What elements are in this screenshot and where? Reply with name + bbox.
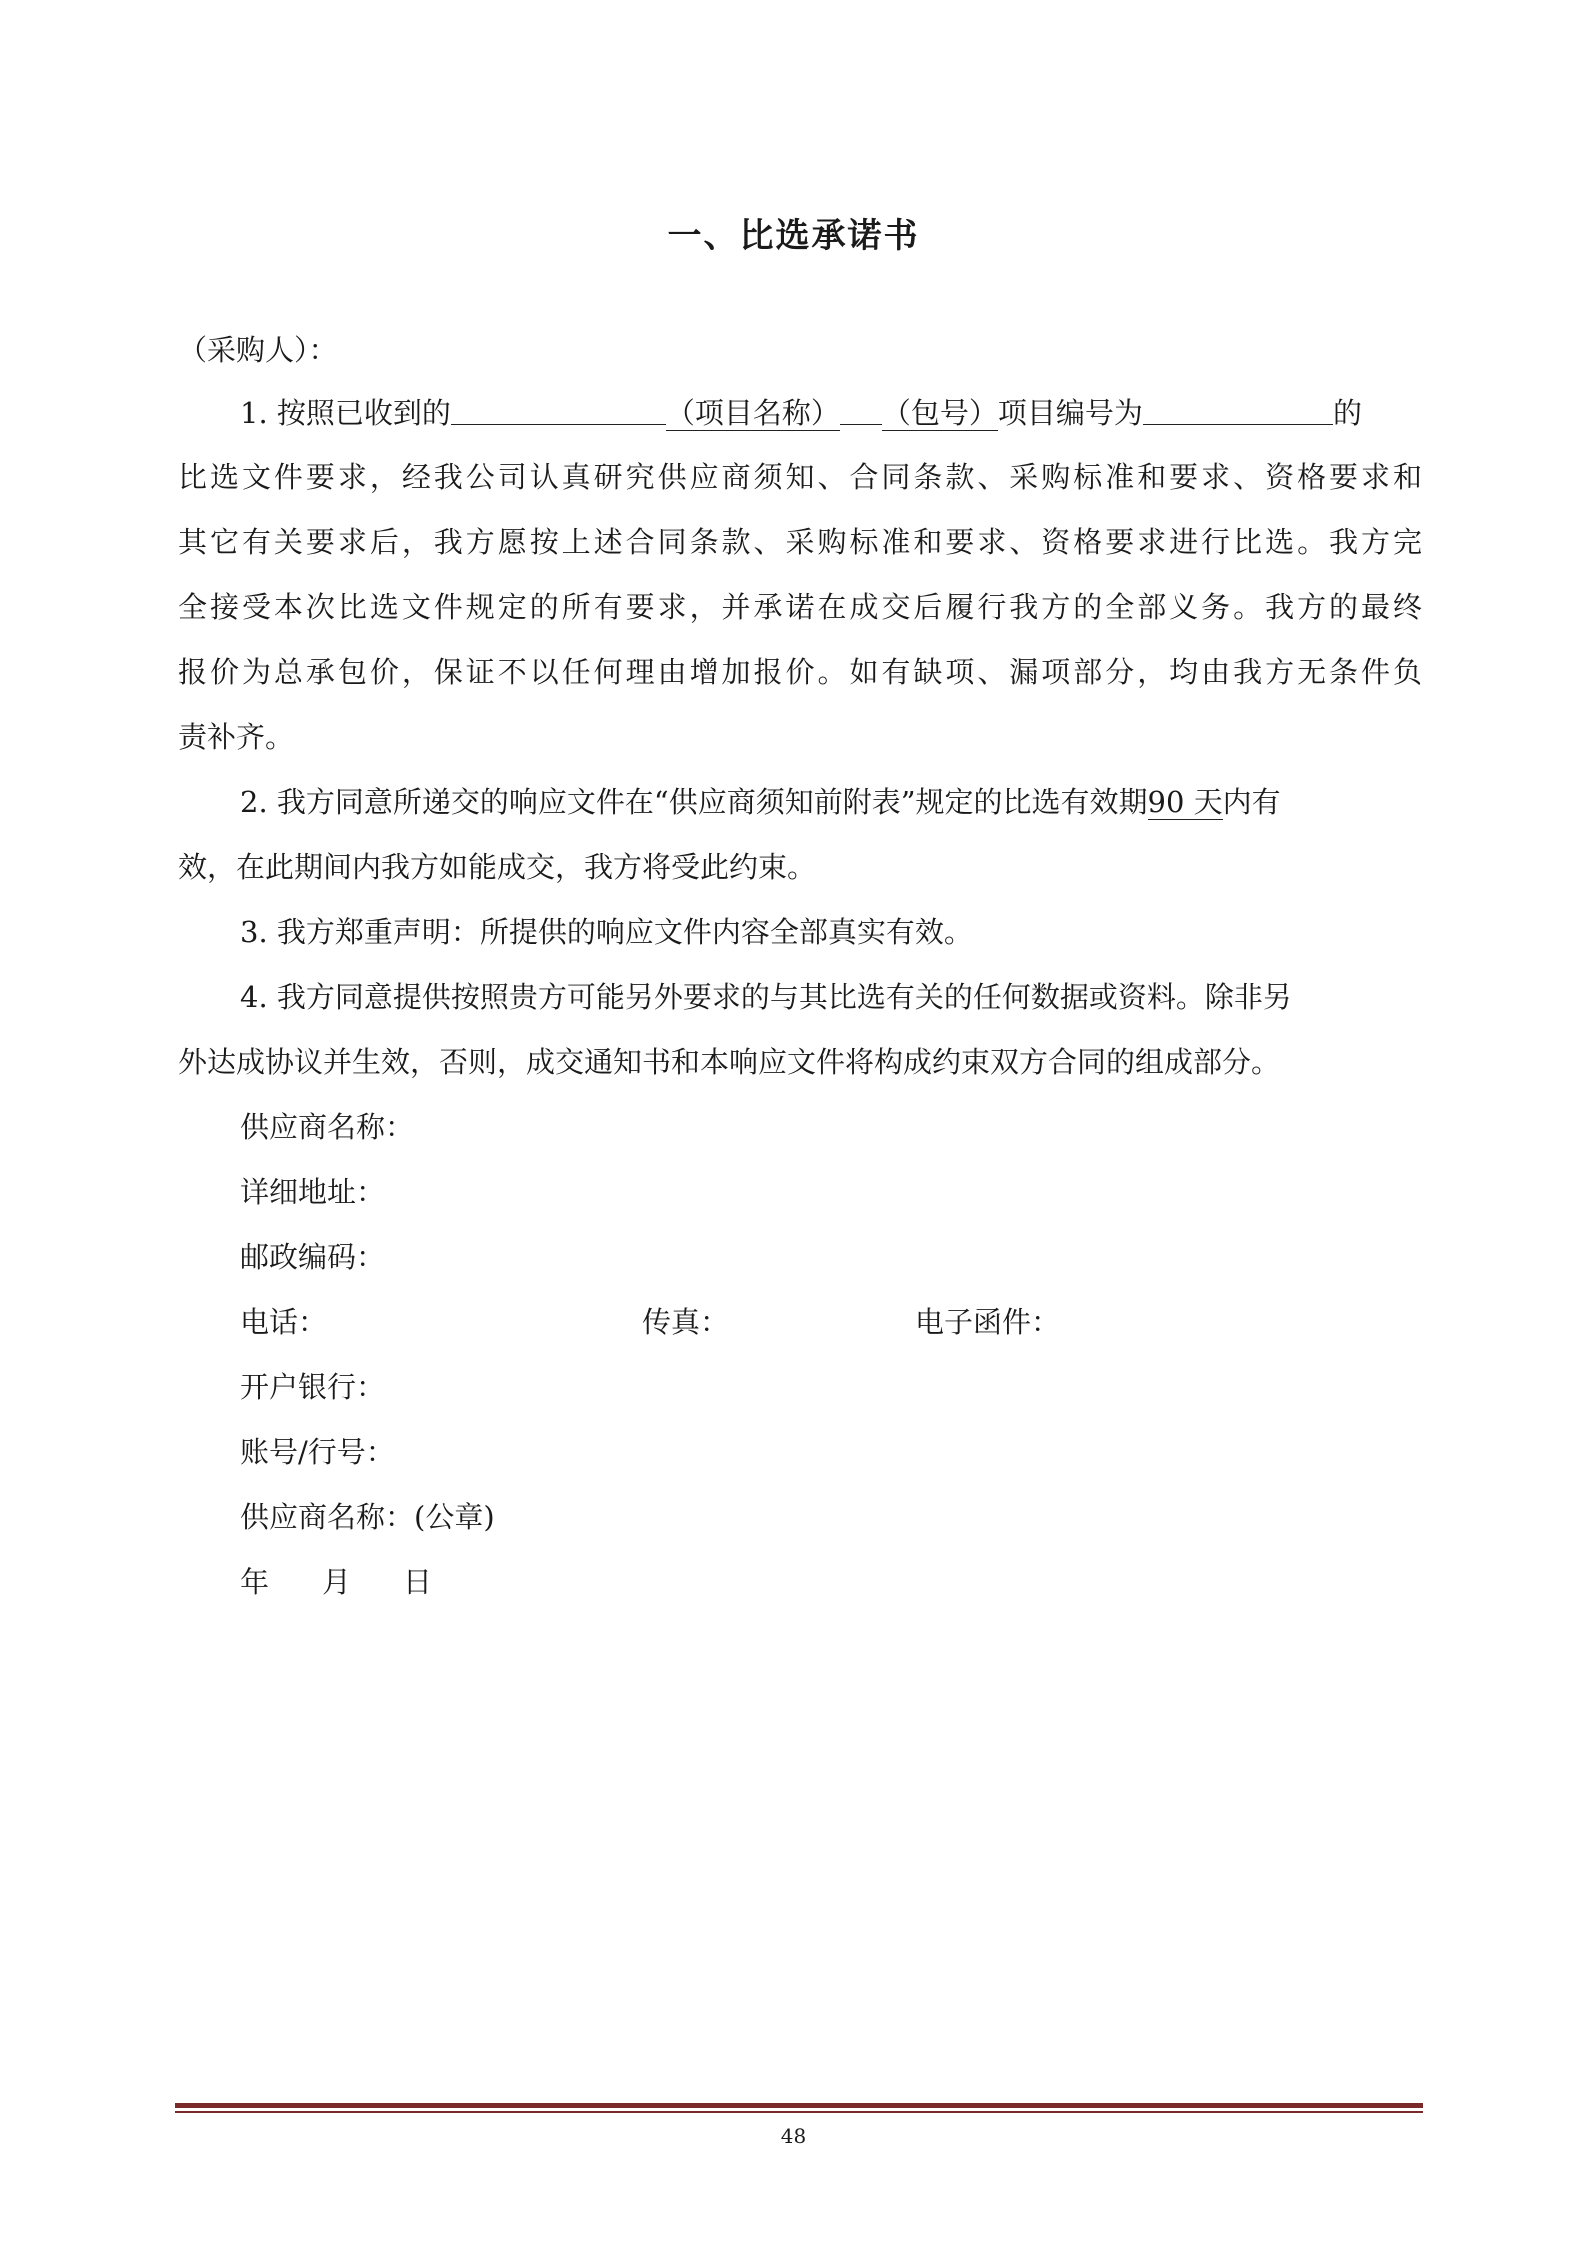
date-month: 月 bbox=[322, 1565, 352, 1599]
p1-end: 的 bbox=[1332, 396, 1362, 430]
p2-tail: 内有 bbox=[1222, 785, 1281, 819]
paragraph-1-line-2: 比选文件要求，经我公司认真研究供应商须知、合同条款、采购标准和要求、资格要求和 bbox=[178, 460, 1422, 494]
p1-lead: 1. 按照已收到的 bbox=[240, 396, 451, 430]
paragraph-1-line-6: 责补齐。 bbox=[178, 720, 295, 754]
addressee: （采购人）： bbox=[178, 333, 338, 367]
date-day: 日 bbox=[403, 1565, 433, 1599]
field-email: 电子函件： bbox=[915, 1305, 1061, 1339]
project-name-label: （项目名称） bbox=[665, 396, 840, 430]
paragraph-3: 3. 我方郑重声明：所提供的响应文件内容全部真实有效。 bbox=[240, 915, 973, 949]
paragraph-2-line-1 bbox=[240, 782, 1281, 822]
project-number-blank bbox=[1143, 394, 1333, 425]
field-bank: 开户银行： bbox=[240, 1370, 386, 1404]
paragraph-1-line-3: 其它有关要求后，我方愿按上述合同条款、采购标准和要求、资格要求进行比选。我方完 bbox=[178, 525, 1422, 559]
p2-lead: 2. 我方同意所递交的响应文件在“供应商须知前附表”规定的比选有效期 bbox=[240, 785, 1148, 819]
package-blank bbox=[840, 394, 882, 425]
project-name-blank bbox=[451, 394, 666, 425]
field-fax: 传真： bbox=[642, 1305, 730, 1339]
paragraph-1-line-5: 报价为总承包价，保证不以任何理由增加报价。如有缺项、漏项部分，均由我方无条件负 bbox=[178, 655, 1422, 689]
paragraph-4-line-2: 外达成协议并生效，否则，成交通知书和本响应文件将构成约束双方合同的组成部分。 bbox=[178, 1045, 1281, 1079]
p1-mid: 项目编号为 bbox=[997, 396, 1143, 430]
date-year: 年 bbox=[240, 1565, 270, 1599]
field-account: 账号/行号： bbox=[240, 1435, 395, 1469]
field-seal: 供应商名称：(公章) bbox=[240, 1500, 495, 1534]
page-number: 48 bbox=[780, 2124, 807, 2148]
paragraph-1-line-4: 全接受本次比选文件规定的所有要求，并承诺在成交后履行我方的全部义务。我方的最终 bbox=[178, 590, 1422, 624]
field-phone: 电话： bbox=[240, 1305, 328, 1339]
field-address: 详细地址： bbox=[240, 1175, 386, 1209]
footer-rule-thin bbox=[175, 2111, 1423, 2113]
validity-days: 90 天 bbox=[1147, 785, 1223, 819]
paragraph-1-line-1 bbox=[240, 393, 1362, 433]
document-title: 一、比选承诺书 bbox=[667, 216, 920, 256]
package-label: （包号） bbox=[881, 396, 998, 430]
field-postcode: 邮政编码： bbox=[240, 1240, 386, 1274]
footer-rule-thick bbox=[175, 2103, 1423, 2108]
paragraph-4-line-1: 4. 我方同意提供按照贵方可能另外要求的与其比选有关的任何数据或资料。除非另 bbox=[240, 980, 1292, 1014]
paragraph-2-line-2: 效，在此期间内我方如能成交，我方将受此约束。 bbox=[178, 850, 817, 884]
field-supplier-name: 供应商名称： bbox=[240, 1110, 415, 1144]
